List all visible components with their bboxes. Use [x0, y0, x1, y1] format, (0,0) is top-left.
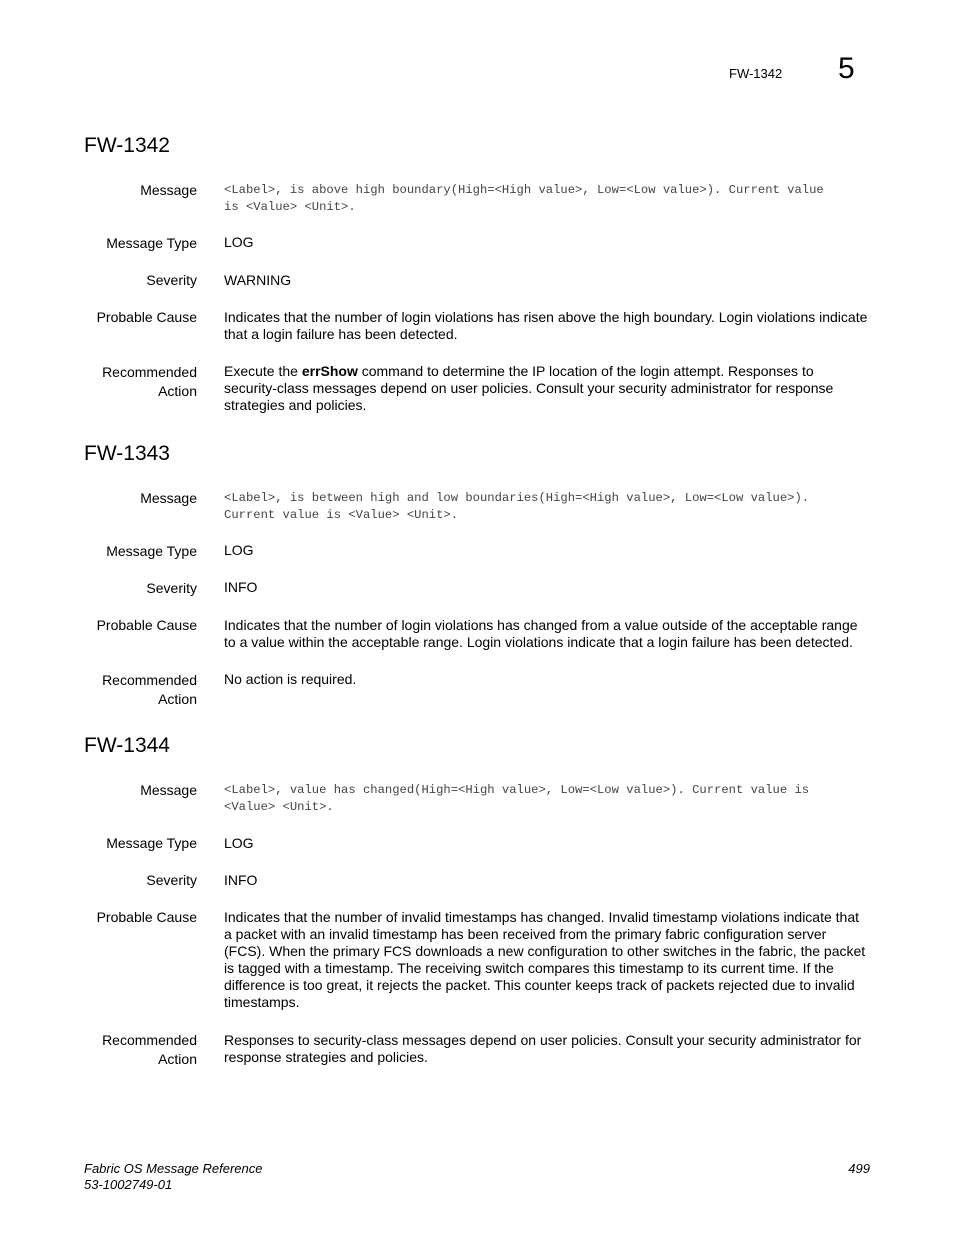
- label-message: Message: [140, 782, 197, 798]
- message-line: <Label>, is between high and low boundaries(High=<High value>, Low=<Low value>).: [224, 491, 810, 505]
- label-probable-cause: Probable Cause: [96, 309, 197, 325]
- probable-cause-text: Indicates that the number of login violations has risen above the high boundary. Login violations indicate that a login failure has been detected.: [224, 309, 868, 342]
- message-type-value: LOG: [224, 542, 254, 558]
- message-text: [224, 182, 870, 216]
- message-line: <Label>, value has changed(High=<High value>, Low=<Low value>). Current value is: [224, 783, 810, 797]
- label-message: Message: [140, 182, 197, 198]
- severity-value: INFO: [224, 872, 258, 888]
- section-title: FW-1343: [84, 442, 170, 465]
- message-type-value: LOG: [224, 234, 254, 250]
- recommended-action-text: [224, 363, 870, 414]
- label-recommended-action: [60, 671, 197, 709]
- label-severity: Severity: [146, 872, 197, 888]
- running-header-code: FW-1342: [729, 66, 783, 81]
- label-message: Message: [140, 490, 197, 506]
- probable-cause-text: Indicates that the number of login violations has changed from a value outside of the acceptable range to a value within the acceptable range. Login violations indicate that a login failure has been detected.: [224, 617, 858, 650]
- label-message-type: Message Type: [106, 543, 197, 559]
- action-text-post: command to determine the IP location of the login attempt. Responses to security-class messages depend on user policies. Consult your security administrator for response strategies and policies.: [224, 363, 834, 413]
- message-line: <Label>, is above high boundary(High=<High value>, Low=<Low value>). Current value: [224, 183, 824, 197]
- label-line: Action: [158, 1051, 197, 1067]
- message-text: [224, 490, 870, 524]
- section-title: FW-1344: [84, 734, 170, 757]
- recommended-action-text: No action is required.: [224, 671, 357, 687]
- message-line: Current value is <Value> <Unit>.: [224, 508, 459, 522]
- section-title: FW-1342: [84, 134, 170, 157]
- label-line: Action: [158, 691, 197, 707]
- message-line: <Value> <Unit>.: [224, 800, 334, 814]
- page-number: 499: [848, 1161, 870, 1176]
- label-severity: Severity: [146, 272, 197, 288]
- severity-value: WARNING: [224, 272, 292, 288]
- label-line: Recommended: [102, 1032, 197, 1048]
- message-text: [224, 782, 870, 816]
- label-line: Action: [158, 383, 197, 399]
- recommended-action-text: Responses to security-class messages depend on user policies. Consult your security administrator for response strategies and policies.: [224, 1032, 862, 1065]
- footer-doc-number: 53-1002749-01: [84, 1177, 173, 1192]
- command-name: errShow: [301, 363, 358, 379]
- probable-cause-text: Indicates that the number of invalid timestamps has changed. Invalid timestamp violations indicate that a packet with an invalid timestamp has been received from the primary fabric configuration server (FCS). When the primary FCS downloads a new configuration to other switches in the fabric, the packet is tagged with a timestamp. The receiving switch compares this timestamp to its current time. If the difference is too great, it rejects the packet. This counter keeps track of packets rejected due to invalid timestamps.: [224, 909, 866, 1010]
- label-line: Recommended: [102, 672, 197, 688]
- chapter-number: 5: [838, 52, 855, 85]
- label-recommended-action: [60, 363, 197, 401]
- label-probable-cause: Probable Cause: [96, 617, 197, 633]
- label-severity: Severity: [146, 580, 197, 596]
- footer-title: Fabric OS Message Reference: [84, 1161, 263, 1176]
- action-text-pre: Execute the: [224, 363, 302, 379]
- severity-value: INFO: [224, 579, 258, 595]
- label-probable-cause: Probable Cause: [96, 909, 197, 925]
- label-message-type: Message Type: [106, 235, 197, 251]
- label-line: Recommended: [102, 364, 197, 380]
- message-type-value: LOG: [224, 835, 254, 851]
- label-message-type: Message Type: [106, 835, 197, 851]
- label-recommended-action: [60, 1031, 197, 1069]
- message-line: is <Value> <Unit>.: [224, 200, 356, 214]
